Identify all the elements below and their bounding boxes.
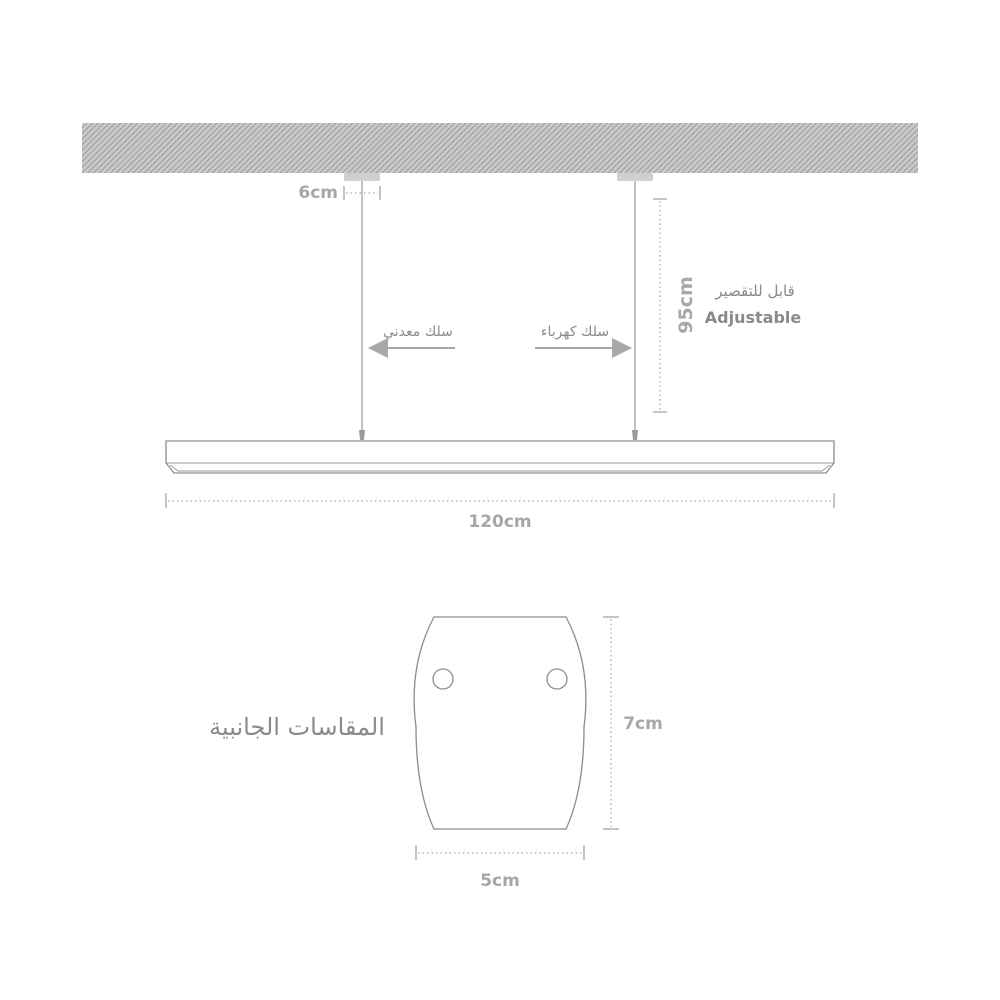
profile-width-label: 5cm — [480, 871, 520, 891]
electric-wire-label: سلك كهرباء — [540, 324, 610, 340]
mounting-hole-right — [547, 669, 567, 689]
ceiling — [82, 123, 918, 173]
ceiling-canopy-left — [344, 173, 380, 181]
profile-height-dimension — [603, 617, 619, 829]
side-profile — [414, 617, 586, 829]
adjustable-label-en: Adjustable — [704, 308, 802, 327]
profile-height-label: 7cm — [623, 714, 663, 734]
mounting-hole-left — [433, 669, 453, 689]
fixture-length-label: 120cm — [468, 512, 532, 532]
profile-width-dimension — [416, 845, 584, 860]
wire-clamp-left — [359, 430, 365, 440]
metal-wire-label: سلك معدني — [383, 324, 453, 340]
light-fixture — [166, 441, 834, 473]
adjustable-height-label: 95cm — [675, 276, 697, 334]
fixture-length-dimension — [166, 493, 834, 508]
wire-clamp-right — [632, 430, 638, 440]
ceiling-mount-width-label: 6cm — [298, 183, 338, 203]
ceiling-canopy-right — [617, 173, 653, 181]
adjustable-label-ar: قابل للتقصير — [715, 282, 795, 300]
side-dimensions-title: المقاسات الجانبية — [209, 713, 385, 741]
adjustable-height-dimension — [653, 199, 667, 412]
